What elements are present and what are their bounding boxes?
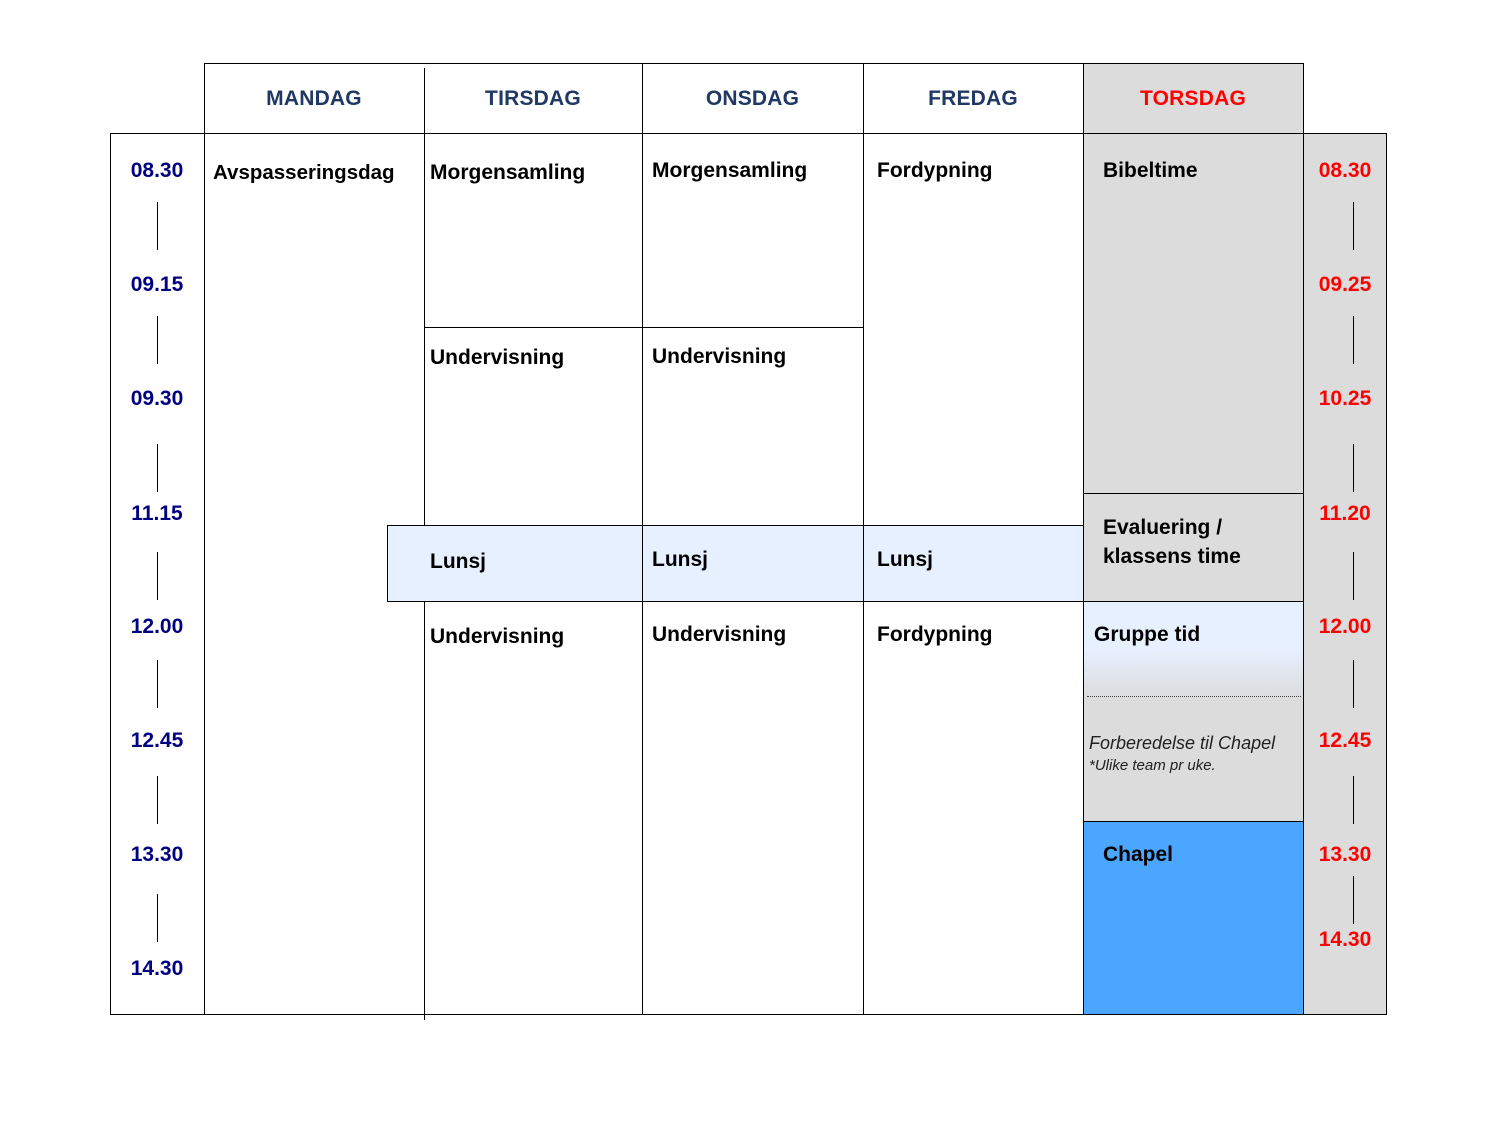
thursday-evaluering: Evaluering / (1103, 516, 1223, 539)
friday-fordypning-2: Fordypning (877, 623, 993, 646)
wednesday-morgensamling: Morgensamling (652, 159, 808, 182)
day-header-friday: FREDAG (928, 87, 1018, 110)
lunch-band-top (387, 525, 1084, 526)
day-header-monday: MANDAG (266, 87, 362, 110)
thursday-forberedelse: Forberedelse til Chapel (1089, 733, 1276, 753)
time-left-tick (157, 894, 158, 942)
grid-line-wednesday-friday (863, 63, 864, 1015)
tuesday-undervisning-1: Undervisning (430, 346, 565, 369)
day-header-thursday: TORSDAG (1139, 87, 1247, 110)
grid-line-tuesday-wednesday (642, 63, 643, 1015)
day-header-wednesday: ONSDAG (705, 87, 800, 110)
lunch-band-bg (388, 526, 1083, 602)
time-right-tick (1353, 776, 1354, 824)
time-right-tick (1353, 202, 1354, 250)
tuesday-lunsj: Lunsj (430, 550, 486, 573)
thursday-gruppe-tid: Gruppe tid (1094, 623, 1201, 646)
divider-thursday-chapel (1083, 821, 1304, 822)
day-header-tuesday: TIRSDAG (485, 87, 581, 110)
grid-left-border (110, 133, 111, 1015)
time-right-1025: 10.25 (1318, 387, 1372, 410)
divider-morgensamling (424, 327, 864, 328)
time-right-1200: 12.00 (1318, 615, 1372, 638)
time-right-1245: 12.45 (1318, 729, 1372, 752)
time-right-0830: 08.30 (1318, 159, 1372, 182)
monday-avspasseringsdag: Avspasseringsdag (213, 161, 395, 184)
grid-line-friday-thursday (1083, 63, 1084, 1015)
lunch-band-bottom (387, 601, 1084, 602)
time-left-0830: 08.30 (130, 159, 184, 182)
lunch-band-left (387, 525, 388, 602)
thursday-chapel: Chapel (1103, 843, 1174, 866)
time-right-tick (1353, 444, 1354, 492)
thursday-ulike-team: *Ulike team pr uke. (1089, 757, 1216, 774)
time-right-1120: 11.20 (1319, 502, 1371, 525)
tuesday-morgensamling: Morgensamling (430, 161, 586, 184)
thursday-gruppe-bg (1084, 602, 1303, 698)
time-right-0925: 09.25 (1318, 273, 1372, 296)
time-right-tick (1353, 876, 1354, 924)
time-right-1430: 14.30 (1318, 928, 1372, 951)
grid-right-border (1386, 133, 1387, 1015)
time-left-tick (157, 776, 158, 824)
time-left-1245: 12.45 (130, 729, 184, 752)
thursday-klassens-time: klassens time (1103, 545, 1241, 568)
right-time-column-bg (1303, 134, 1387, 1015)
divider-thursday-evaluering (1083, 493, 1304, 494)
grid-line-time-monday (204, 63, 205, 1015)
time-left-tick (157, 552, 158, 600)
time-left-0930: 09.30 (130, 387, 184, 410)
time-left-tick (157, 660, 158, 708)
thursday-bibeltime: Bibeltime (1103, 159, 1198, 182)
time-left-1430: 14.30 (130, 957, 184, 980)
grid-line-thursday-time (1303, 63, 1304, 1015)
time-left-1200: 12.00 (130, 615, 184, 638)
divider-thursday-gruppe (1083, 601, 1304, 602)
time-left-tick (157, 316, 158, 364)
time-right-1330: 13.30 (1318, 843, 1372, 866)
friday-fordypning-1: Fordypning (877, 159, 993, 182)
divider-thursday-dotted (1087, 696, 1301, 697)
time-left-0915: 09.15 (130, 273, 184, 296)
tuesday-undervisning-2: Undervisning (430, 625, 565, 648)
time-left-tick (157, 444, 158, 492)
time-left-1330: 13.30 (130, 843, 184, 866)
thursday-bibeltime-bg (1084, 134, 1303, 494)
time-right-tick (1353, 552, 1354, 600)
wednesday-undervisning-2: Undervisning (652, 623, 787, 646)
grid-bottom-border (110, 1014, 1387, 1015)
time-right-tick (1353, 660, 1354, 708)
friday-lunsj: Lunsj (877, 548, 933, 571)
time-left-tick (157, 202, 158, 250)
wednesday-lunsj: Lunsj (652, 548, 708, 571)
time-right-tick (1353, 316, 1354, 364)
grid-line-monday-tuesday-bottom (424, 602, 425, 1020)
grid-line-monday-tuesday-top (424, 68, 425, 526)
time-left-1115: 11.15 (131, 502, 183, 525)
wednesday-undervisning-1: Undervisning (652, 345, 787, 368)
